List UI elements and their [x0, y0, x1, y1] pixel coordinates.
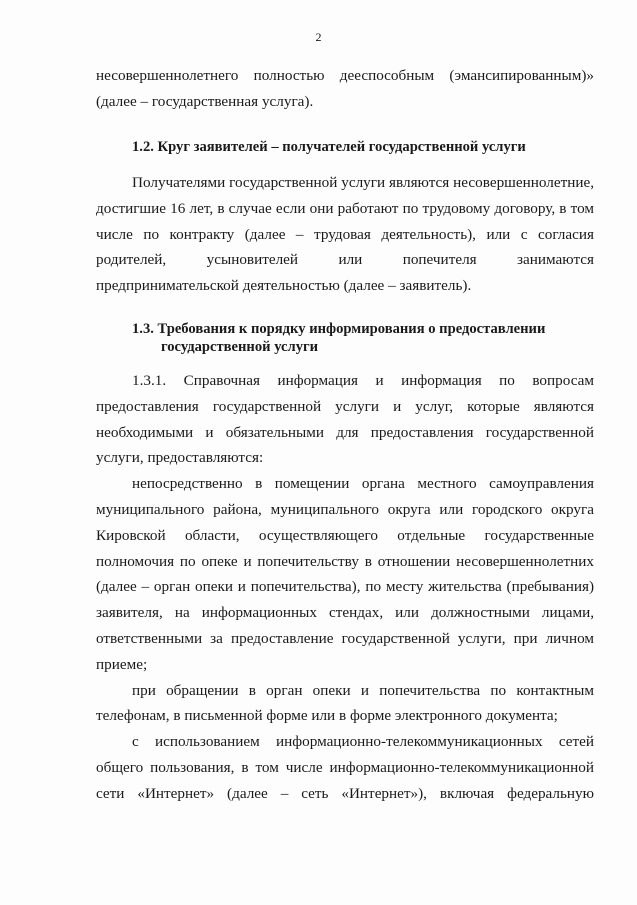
page-number: 2 [315, 30, 322, 44]
intro-line-2: (далее – государственная услуга). [96, 92, 314, 110]
section-1-3-heading-line-1: 1.3. Требования к порядку информирования о предоставлении [132, 321, 546, 337]
paragraph-in-person: непосредственно в помещении органа местного самоуправления муниципального района, муниципального округа или городского округа Кировской области, осуществляющего отдельные государственные полномочия по опеке и попечительству в отношении несовершеннолетних (далее – орган опеки и попечительства), по месту жительства (пребывания) заявителя, на информационных стендах, или должностными лицами, ответственными за предоставление государственной услуги, при личном приеме; [96, 475, 594, 673]
section-1-2-text: Получателями государственной услуги являются несовершеннолетние, достигшие 16 лет, в случае если они работают по трудовому договору, в том числе по контракту (далее – трудовая деятельность), или с согласия родителей, усыновителей или попечителя занимаются предпринимательской деятельностью (далее – заявитель). [96, 174, 594, 295]
section-1-3-heading-line-2: государственной услуги [161, 339, 319, 355]
section-1-2-heading: 1.2. Круг заявителей – получателей государственной услуги [132, 139, 526, 155]
section-1-2-paragraph [96, 170, 594, 299]
intro-line-1: несовершеннолетнего полностью дееспособным (эмансипированным)» [96, 67, 594, 84]
section-1-3-body [96, 368, 594, 807]
intro-paragraph [96, 63, 594, 115]
paragraph-1-3-1: 1.3.1. Справочная информация и информация по вопросам предоставления государственной услуги и услуг, которые являются необходимыми и обязательными для предоставления государственной услуги, предоставляются: [96, 372, 594, 467]
paragraph-internet: с использованием информационно-телекоммуникационных сетей общего пользования, в том числе информационно-телекоммуникационной сети «Интернет» (далее – сеть «Интернет»), включая федеральную [96, 733, 594, 802]
paragraph-contact: при обращении в орган опеки и попечительства по контактным телефонам, в письменной форме или в форме электронного документа; [96, 681, 594, 725]
section-1-3-heading [132, 320, 594, 356]
